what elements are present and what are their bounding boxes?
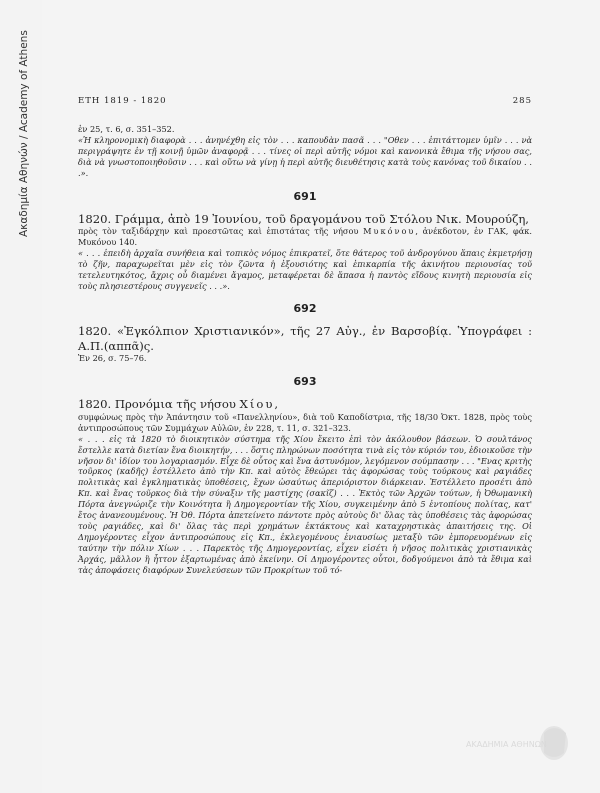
entry-title: 1820. «Ἐγκόλπιον Χριστιανικόν», τῆς 27 Αὐγ., ἐν Βαρσοβίᾳ. Ὑπογράφει : Α.Π.(αππᾶ)ς.: [78, 324, 532, 353]
document-body: [78, 124, 532, 575]
entry-quote: « . . . εἰς τὰ 1820 τὸ διοικητικὸν σύστημα τῆς Χίου ἔκειτο ἐπὶ τὸν ἀκόλουθον βάσεων. Ὁ σουλτάνος ἔστελλε κατὰ διετίαν ἕνα διοικητήν, . . . ὅστις πληρώνων ποσότητα τινὰ εἰς τὸν κύριόν του, ἐδιοικοῦσε τὴν νῆσον δι' ἰδίον του λογαριασμόν. Εἶχε δὲ οὗτος καὶ ἕνα ἀστυνόμον, λεγόμενον σούμπασην . . . "Ενας κριτὴς τοῦρκος (καδῆς) ἐστέλλετο ἀπὸ τὴν Κπ. καὶ αὐτὸς ἔθεώρει τὰς ἀφορώσας τοὺς τούρκους καὶ ραγιάδες πολιτικὰς καὶ ἐγκληματικὰς ὑποθέσεις, ἔχων ὡσαύτως ἀπεριόριστον διάρκειαν. Ἐστέλλετο προσέτι ἀπὸ Κπ. καὶ ἕνας τοῦρκος διὰ τὴν σύναξιν τῆς μαστίχης (σακῖζ) . . . Ἐκτὸς τῶν Ἀρχῶν τούτων, ἡ Ὀθωμανικὴ Πόρτα ἀνεγνώριζε τὴν Κοινότητα ἢ Δημογεροντίαν τῆς Χίου, συγκειμένην ἀπὸ 5 ἐντοπίους πολίτας, κατ' ἔτος ἀνανεουμένους. Ἡ Ὀθ. Πόρτα ἀπετείνετο πάντοτε πρὸς αὐτοὺς δι' ὅλας τὰς ὑποθέσεις τὰς ἀφορώσας τοὺς ραγιάδες, καὶ δι' ὅλας τὰς περὶ χρημάτων ἐκτάκτους καὶ καταχρηστικὰς ἀπαιτήσεις της. Οἱ Δημογέροντες εἶχον ἀντιπροσώπους εἰς Κπ., ἐκλεγομένους ἐνιαυσίως μεταξὺ τῶν ἐμπορευομένων εἰς ταύτην τὴν πόλιν Χίων . . . Παρεκτὸς τῆς Δημογεροντίας, εἶχεν εἰσέτι ἡ νῆσος πολιτικὰς χριστιανικὰς Ἀρχάς, μᾶλλον ἢ ἧττον ἐξαρτωμένας ἀπὸ ἐκείνην. Οἱ Δημογέροντες οὗτοι, δοδγούμενοι ἀπὸ τὰ ἔθιμα καὶ τὰς ἀποφάσεις διαφόρων Συνελεύσεων τῶν Προκρίτων τοῦ τό-: [78, 433, 532, 575]
entry-number: 691: [293, 189, 317, 203]
entry-number: 693: [293, 375, 317, 389]
page-number: 285: [512, 96, 532, 106]
entry-title: 1820. Γράμμα, ἀπὸ 19 Ἰουνίου, τοῦ δραγομάνου τοῦ Στόλου Νικ. Μουρούζη,: [78, 211, 529, 226]
header-title: ΕΤΗ 1819 - 1820: [78, 96, 167, 106]
place-name: Χίου: [239, 397, 275, 412]
entry-title-text: ,: [274, 397, 279, 412]
entry-title-text: 1820. Προνόμια τῆς νήσου: [78, 397, 240, 412]
place-name: Μυκόνου: [363, 226, 416, 237]
helmet-icon: [466, 723, 576, 763]
entry-source: συμφώνως πρὸς τὴν Ἀπάντησιν τοῦ «Πανελληνίου», διὰ τοῦ Καποδίστρια, τῆς 18/30 Ὀκτ. 1828, πρὸς τοὺς ἀντιπροσώπους τῶν Συμμάχων Αὐλῶν, ἐν 228, τ. 11, σ. 321–323.: [78, 411, 532, 433]
entry-number: 692: [293, 302, 317, 316]
intro-ref: ἐν 25, τ. 6, σ. 351–352.: [78, 124, 175, 134]
entry-ref: Ἐν 26, σ. 75–76.: [78, 353, 147, 364]
entry-title: [78, 397, 532, 412]
entry-quote: « . . . ἐπειδὴ ἀρχαῖα συνήθεια καὶ τοπικὸς νόμος ἐπικρατεῖ, ὅτε θάτερος τοῦ ἀνδρογύνου ἅπαις ἐκμετρήσῃ τὸ ζῆν, παραχωρεῖται μὲν εἰς τὸν ζῶντα ἡ ἐξουσιότης καὶ ἐπικαρπία τῆς ἀκινήτου περιουσίας τοῦ τετελευτηκότος, ἄχρις οὗ διαμένει ἄγαμος, μεταφέρεται δὲ ἅπασα ἡ παντὸς εἴδους κινητὴ περιουσία εἰς τοὺς πλησιεστέρους συγγενεῖς . . .».: [78, 247, 532, 291]
side-label: Ακαδημία Αθηνών / Academy of Athens: [18, 30, 30, 237]
entry-source: [78, 226, 532, 248]
academy-logo: [466, 723, 576, 763]
entry-source-text: , ἀνέκδοτον, ἐν ΓΑΚ, φάκ. Μυκόνου 140.: [78, 226, 532, 247]
intro-quote: «Ἡ κληρονομικὴ διαφορὰ . . . ἀνηνέχθη εἰς τὸν . . . καπουδὰν πασᾶ . . . "Οθεν . . . ἐπιτάττομεν ὑμῖν . . . νὰ περιγράψητε ἐν τῇ κοινῇ ὑμῶν ἀναφορᾷ . . . τίνες οἱ περὶ αὐτῆς νόμοι καὶ κανονικὰ ἔθιμα τῆς νήσου σας, διὰ νὰ γνωστοποιηθοῦσιν . . . καὶ οὕτω νὰ γίνῃ ἡ περὶ αὐτῆς διευθέτησις κατὰ τοὺς κανόνας τοῦ δικαίου . . .».: [78, 134, 532, 178]
logo-text: ΑΚΑΔΗΜΙΑ ΑΘΗΝΩΝ: [466, 740, 547, 749]
entry-source-text: πρὸς τὸν ταξιδάρχην καὶ προεστῶτας καὶ ἐπιστάτας τῆς νήσου: [78, 226, 364, 237]
